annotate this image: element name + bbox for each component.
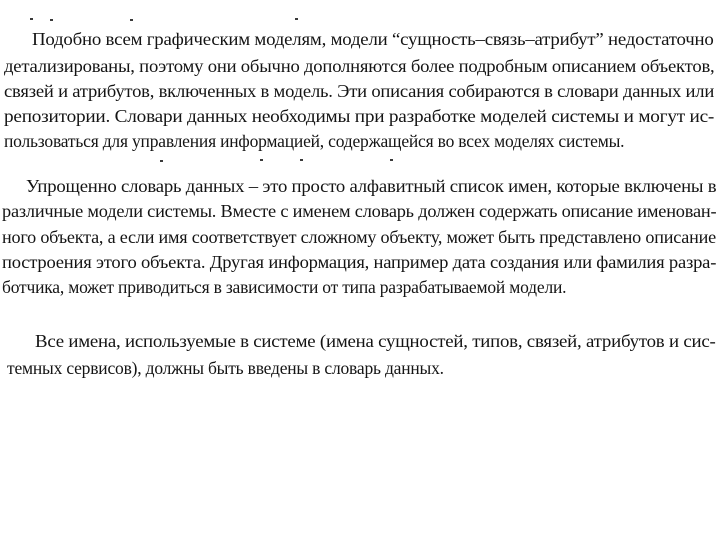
scan-speck	[30, 18, 33, 20]
text-line: Подобно всем графическим моделям, модели “сущность–связь–атрибут” недостаточно	[32, 29, 714, 49]
text-line: различные модели системы. Вместе с именем словарь должен содержать описание именован-	[2, 201, 717, 221]
text-line: связей и атрибутов, включенных в модель. Эти описания собираются в словари данных или	[4, 81, 715, 101]
scan-speck	[160, 160, 163, 162]
scan-speck	[130, 19, 133, 21]
text-line: ботчика, может приводиться в зависимости от типа разрабатываемой модели.	[2, 277, 567, 297]
scan-speck	[300, 159, 303, 161]
text-line: детализированы, поэтому они обычно дополняются более подробным описанием объектов,	[4, 56, 715, 76]
text-line: Все имена, используемые в системе (имена сущностей, типов, связей, атрибутов и сис-	[35, 331, 716, 351]
scan-speck	[260, 159, 263, 161]
scan-speck	[50, 19, 53, 21]
text-line: пользоваться для управления информацией, содержащейся во всех моделях системы.	[4, 131, 625, 151]
text-line: Упрощенно словарь данных – это просто алфавитный список имен, которые включены в	[26, 176, 717, 196]
text-line: репозитории. Словари данных необходимы при разработке моделей системы и могут ис-	[4, 106, 715, 126]
scan-speck	[295, 18, 298, 20]
text-line: ного объекта, а если имя соответствует сложному объекту, может быть представлено описание	[2, 227, 716, 247]
text-line: построения этого объекта. Другая информация, например дата создания или фамилия разра-	[2, 252, 717, 272]
scan-speck	[390, 159, 393, 161]
text-line: темных сервисов), должны быть введены в словарь данных.	[7, 358, 444, 378]
